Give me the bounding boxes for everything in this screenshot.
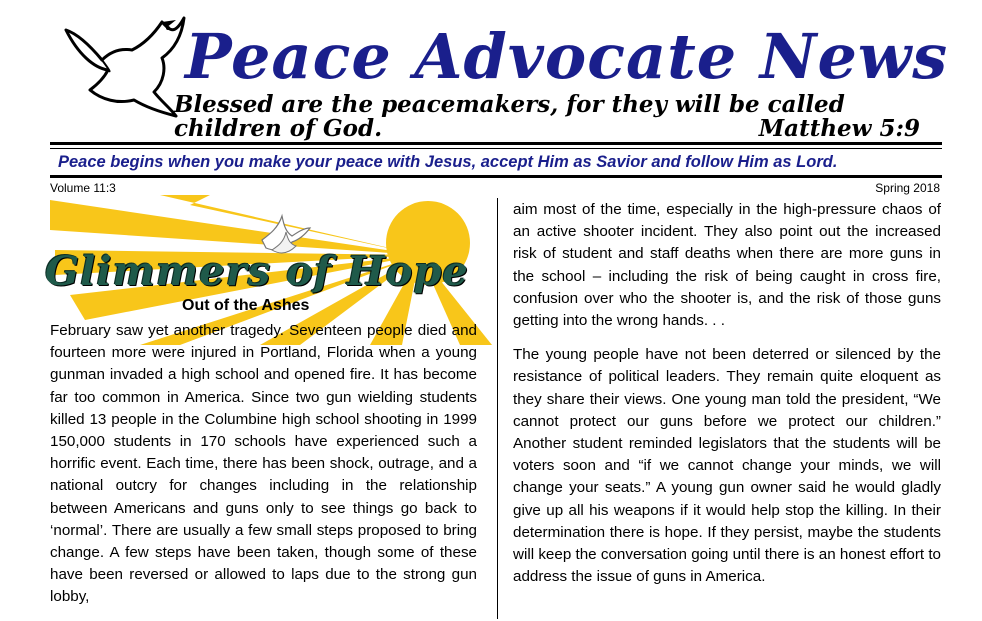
beatitude-line-2: children of God. bbox=[174, 115, 383, 142]
right-paragraph-1: aim most of the time, especially in the high-pressure chaos of an active shooter incident. They also point out the increased risk of student and staff deaths when there are more guns in the school – including the risk of being caught in cross fire, confusion over who the shooter is, and the risk of those guns getting into the wrong hands. . . bbox=[513, 201, 941, 330]
masthead bbox=[0, 0, 982, 150]
article-heading: Glimmers of Hope bbox=[45, 248, 469, 295]
issue-season: Spring 2018 bbox=[875, 181, 940, 195]
newsletter-title: Peace Advocate News bbox=[185, 20, 949, 93]
left-paragraph: February saw yet another tragedy. Seventeen people died and fourteen more were injured in Portland, Florida when a young gunman invaded a high school and opened fire. It has become far too common in America. Since two gun wielding students killed 13 people in the Columbine high school shooting in 1999 150,000 students in 170 schools have experienced such a horrific event. Each time, there has been shock, outrage, and a national outcry for changes including in the relationship between Americans and guns only to see things go back to ‘normal’. There are usually a few small steps proposed to bring change. A few steps have been taken, though some of these have been reversed or allowed to laps due to the strong gun lobby, bbox=[50, 322, 477, 606]
tagline-rule bbox=[50, 175, 942, 178]
beatitude-line-1: Blessed are the peacemakers, for they will be called bbox=[174, 91, 845, 118]
left-column bbox=[50, 320, 477, 621]
article-subheading: Out of the Ashes bbox=[182, 297, 310, 314]
volume-number: Volume 11:3 bbox=[50, 181, 116, 195]
masthead-rule-thin bbox=[50, 148, 942, 149]
masthead-rule-thick bbox=[50, 142, 942, 145]
column-divider bbox=[497, 198, 498, 619]
right-paragraph-2: The young people have not been deterred or silenced by the resistance of political leaders. They remain quite eloquent as they share their views. One young man told the president, “We cannot protect our guns before we protect our children.” Another student reminded legislators that the students will be voters soon and “if we cannot change your minds, we will change your seats.” A young gun owner said he would gladly give up all his weapons if it would help stop the killing. In their determination there is hope. If they persist, maybe the students will keep the conversation going until there is an honest effort to address the issue of guns in America. bbox=[513, 346, 941, 586]
right-column bbox=[513, 199, 941, 600]
tagline: Peace begins when you make your peace with Jesus, accept Him as Savior and follow Him as Lord. bbox=[58, 153, 838, 171]
verse-reference: Matthew 5:9 bbox=[758, 115, 920, 142]
